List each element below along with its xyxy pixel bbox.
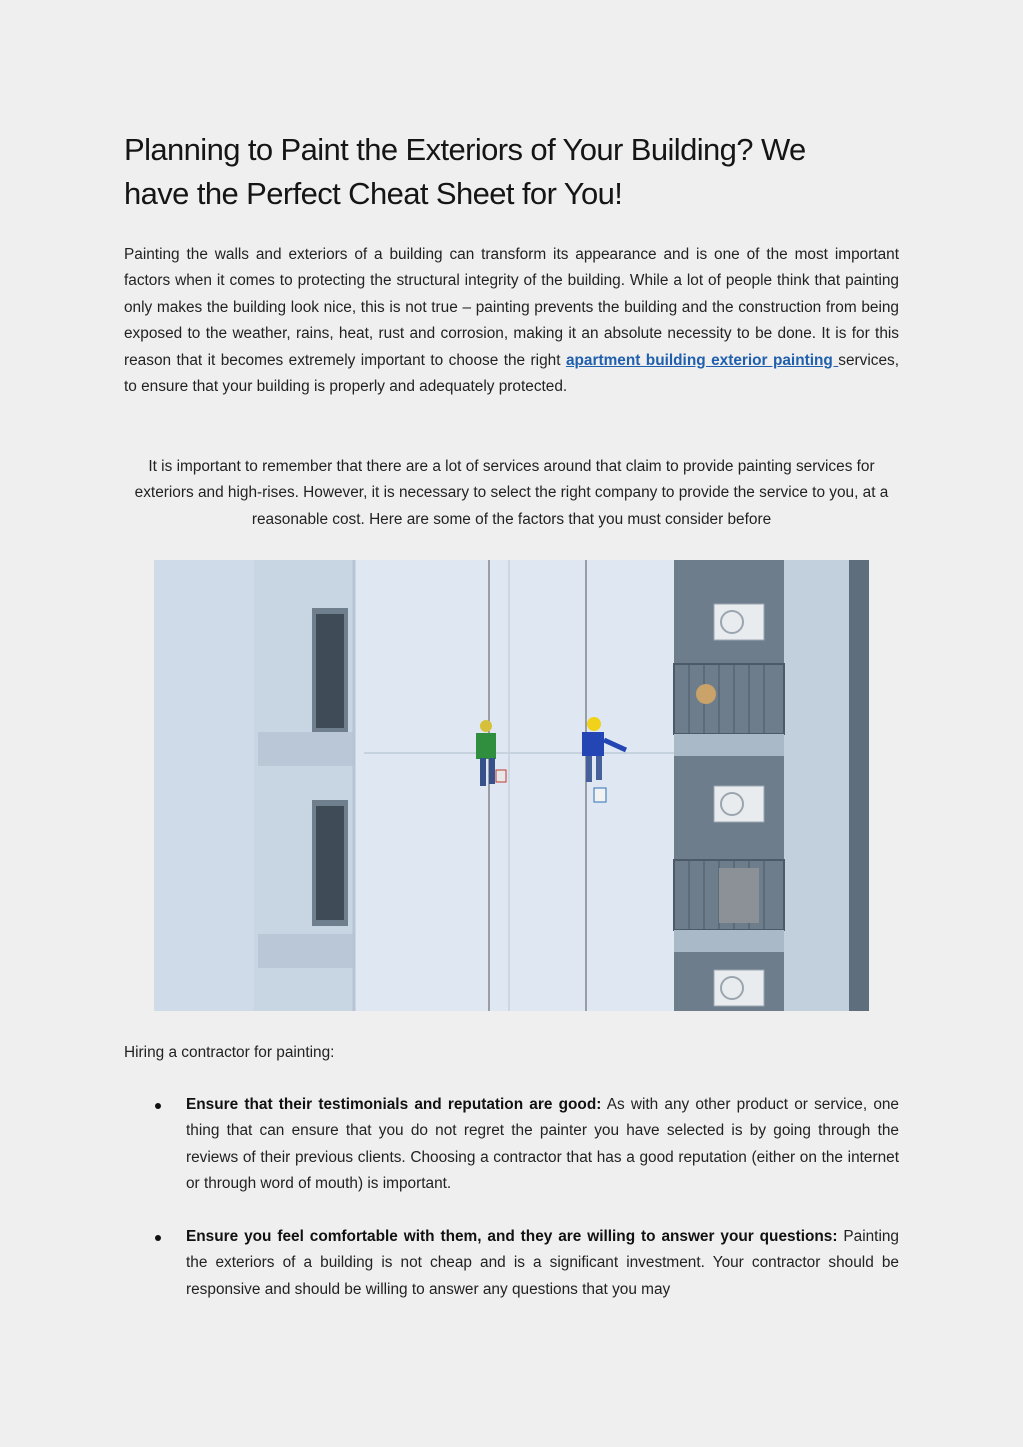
list-item-text [186, 1224, 899, 1303]
second-paragraph: It is important to remember that there are a lot of services around that claim to provide painting services for exteriors and high-rises. However, it is necessary to select the right company to provide the service to you, at a reasonable cost. Here are some of the factors that you must consider before [134, 458, 889, 528]
painters-photo [154, 560, 869, 1011]
list-item-bold: Ensure you feel comfortable with them, and they are willing to answer your questions: [186, 1228, 838, 1246]
intro-text-after-link: services, to ensure that your building is properly and adequately protected. [124, 351, 899, 396]
intro-text-before-link: Painting the walls and exteriors of a building can transform its appearance and is one of the most important factors when it comes to protecting the structural integrity of the building. While a lot of people think that painting only makes the building look nice, this is not true – painting prevents the building and the construction from being exposed to the weather, rains, heat, rust and corrosion, making it an absolute necessity to be done. It is for this reason that it becomes extremely important to choose the right [124, 246, 899, 369]
title-line-1: Planning to Paint the Exteriors of Your Building? We [124, 132, 806, 167]
intro-paragraph [124, 242, 899, 400]
hiring-heading: Hiring a contractor for painting: [124, 1044, 335, 1061]
exterior-painting-link[interactable]: apartment building exterior painting [565, 351, 839, 369]
list-item-body: As with any other product or service, one thing that can ensure that you do not regret the painter you have selected is by going through the reviews of their previous clients. Choosing a contractor that has a good reputation (either on the internet or through word of mouth) is important. [186, 1096, 899, 1193]
list-item-body: Painting the exteriors of a building is not cheap and is a significant investment. Your contractor should be responsive and should be willing to answer any questions that you may [186, 1228, 899, 1298]
list-item [124, 1224, 899, 1303]
list-item-bold: Ensure that their testimonials and reputation are good: [186, 1096, 602, 1113]
factors-list [124, 1092, 899, 1330]
list-item-text [186, 1092, 899, 1198]
bullet-icon [155, 1235, 161, 1241]
list-item [124, 1092, 899, 1198]
title-line-2: have the Perfect Cheat Sheet for You! [124, 176, 623, 211]
bullet-icon [155, 1103, 161, 1109]
page-title [124, 128, 904, 216]
